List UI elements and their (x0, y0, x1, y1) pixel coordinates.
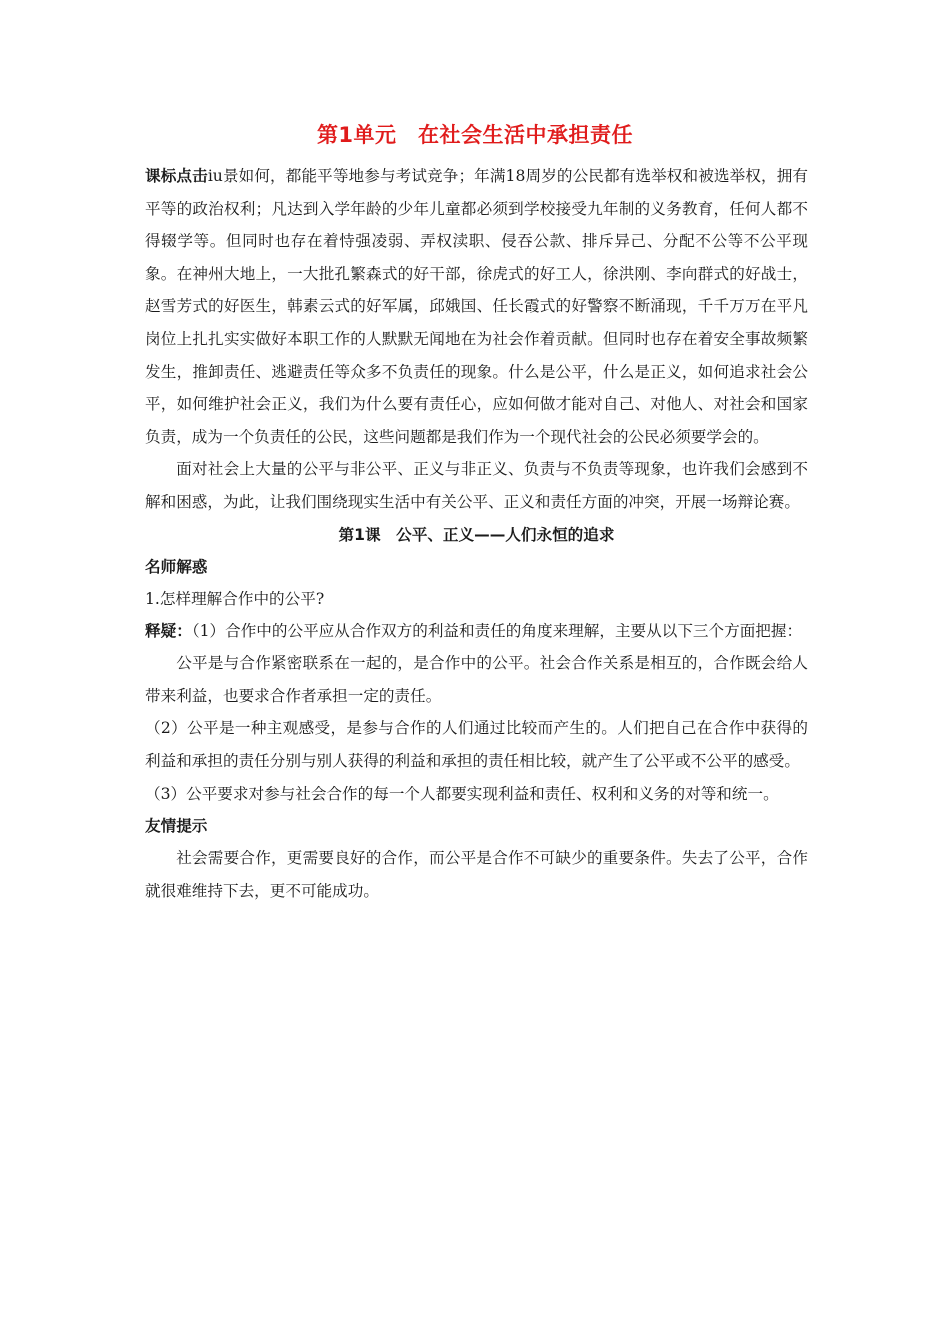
intro-text: iu景如何，都能平等地参与考试竞争；年满18周岁的公民都有选举权和被选举权，拥有平等的政治权利；凡达到入学年龄的少年儿童都必须到学校接受九年制的义务教育，任何人都不得辍学等。但同时也存在着恃强凌弱、弄权渎职、侵吞公款、排斥异己、分配不公等不公平现象。在神州大地上，一大批孔繁森式的好干部，徐虎式的好工人，徐洪刚、李向群式的好战士，赵雪芳式的好医生，韩素云式的好军属，邱娥国、任长霞式的好警察不断涌现，千千万万在平凡岗位上扎扎实实做好本职工作的人默默无闻地在为社会作着贡献。但同时也存在着安全事故频繁发生，推卸责任、逃避责任等众多不负责任的现象。什么是公平，什么是正义，如何追求社会公平，如何维护社会正义，我们为什么要有责任心，应如何做才能对自己、对他人、对社会和国家负责，成为一个负责任的公民，这些问题都是我们作为一个现代社会的公民必须要学会的。 (145, 167, 808, 446)
intro-paragraph (145, 160, 808, 453)
explain-paragraph (145, 615, 808, 648)
intro-label: 课标点击 (145, 167, 208, 185)
lesson-title: 第1课 公平、正义——人们永恒的追求 (338, 525, 615, 544)
tips-paragraph: 社会需要合作，更需要良好的合作，而公平是合作不可缺少的重要条件。失去了公平，合作就很难维持下去，更不可能成功。 (145, 849, 808, 900)
section-heading-expert: 名师解惑 (145, 557, 208, 576)
document-body (145, 160, 808, 907)
unit-title: 第1单元 在社会生活中承担责任 (316, 123, 634, 147)
section-heading-tips: 友情提示 (145, 817, 208, 836)
intro-paragraph-2: 面对社会上大量的公平与非公平、正义与非正义、负责与不负责等现象，也许我们会感到不解和困惑，为此，让我们围绕现实生活中有关公平、正义和责任方面的冲突，开展一场辩论赛。 (145, 460, 808, 511)
coop-paragraph: 公平是与合作紧密联系在一起的，是合作中的公平。社会合作关系是相互的，合作既会给人带来利益，也要求合作者承担一定的责任。 (145, 654, 808, 705)
question-1: 1.怎样理解合作中的公平? (145, 589, 325, 608)
explain-label: 释疑： (145, 621, 192, 640)
point-3: （3）公平要求对参与社会合作的每一个人都要实现利益和责任、权利和义务的对等和统一。 (145, 784, 779, 803)
explain-text: （1）合作中的公平应从合作双方的利益和责任的角度来理解，主要从以下三个方面把握： (191, 621, 803, 640)
point-2: （2）公平是一种主观感受，是参与合作的人们通过比较而产生的。人们把自己在合作中获得的利益和承担的责任分别与别人获得的利益和承担的责任相比较，就产生了公平或不公平的感受。 (145, 719, 808, 770)
